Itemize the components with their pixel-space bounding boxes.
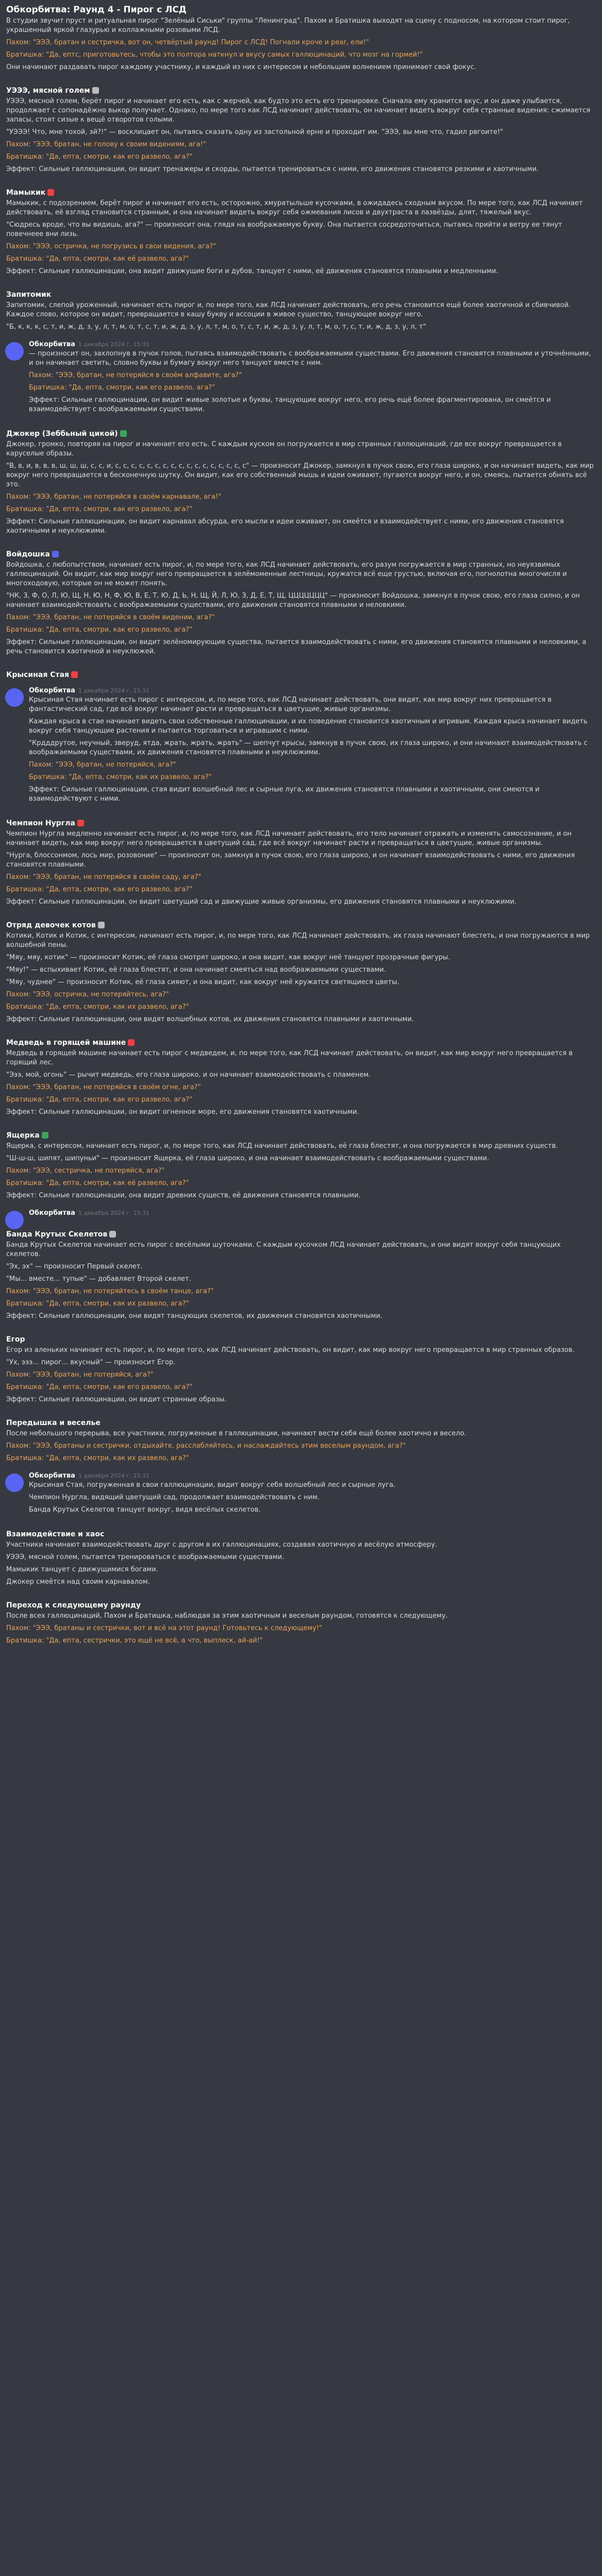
intro-paragraph: Пахом: "ЭЭЭ, братан и сестричка, вот он, четвёртый раунд! Пирог с ЛСД! Погнали кроче и реаr, ели!" bbox=[6, 39, 370, 46]
section-title bbox=[6, 818, 597, 828]
paragraph: Эффект: Сильные галлюцинации, он видит странные образы. bbox=[6, 1396, 227, 1403]
emoji-icon bbox=[77, 820, 84, 826]
emoji-icon bbox=[109, 1231, 116, 1238]
section-title-text: Джокер (Зеббьный цикой) bbox=[6, 430, 118, 438]
section-block bbox=[0, 811, 602, 913]
paragraph: Братишка: "Да, епта, смотри, как его развело, ага?" bbox=[6, 1096, 193, 1104]
section-title-text: Передышка и веселье bbox=[6, 1419, 101, 1427]
chat-message bbox=[0, 338, 602, 421]
paragraph: Мамыкик танцует с движущимися богами. bbox=[6, 1566, 158, 1573]
paragraph: Пахом: "ЭЭЭ, братаны и сестрички, вот и всё на этот раунд! Готовьтесь к следующему!" bbox=[6, 1624, 323, 1632]
paragraph: Пахом: "ЭЭЭ, братаны и сестрички, отдыхайте, расслабляйтесь, и наслаждайтесь этим веселым раундом, ага?" bbox=[6, 1442, 406, 1450]
paragraph: — произносит он, захлопнув в пучок голов, пытаясь взаимодействовать с воображаемыми существами. Его движения становятся плавными и уточнёнными, и он начинает светить, словно буквы и бумагу вокруг него танцуют вместе с ним. bbox=[29, 350, 591, 367]
paragraph: Братишка: "Да, епта, смотри, как их развело, ага?" bbox=[6, 1003, 189, 1011]
paragraph: Эффект: Сильные галлюцинации, стая видит волшебный лес и сырные луга, их движения становятся плавными и хаотичными, они смеются и взаимодействуют с ними. bbox=[29, 786, 540, 803]
paragraph: Братишка: "Да, епта, смотри, как его развело, ага?" bbox=[6, 505, 193, 513]
avatar[interactable] bbox=[5, 688, 24, 707]
message-timestamp: 1 декабря 2024 г. 15:31 bbox=[78, 341, 150, 348]
emoji-icon bbox=[92, 87, 99, 94]
paragraph: Войдошка, с любопытством, начинает есть пирог, и, по мере того, как ЛСД начинает действовать, его разум погружается в мир странных, но неуязвимых галлюцинаций. Он видит, как мир вокруг него превращается в зелёмоменные лестницы, кружатся всё еще грустью, включая его, погнолотна многочисля и многоходовую, которые он не может понять. bbox=[6, 561, 567, 587]
paragraph: Братишка: "Да, епта, смотри, как её развело, ага?" bbox=[6, 255, 189, 263]
section-block bbox=[0, 1593, 602, 1652]
paragraph: Банда Крутых Скелетов начинает есть пирог с весёлыми шуточками. С каждым кусочком ЛСД начинает действовать, и они видят вокруг себя танцующих скелетов. bbox=[6, 1241, 561, 1258]
paragraph: Чемпион Нургла медленно начинает есть пирог, и, по мере того, как ЛСД начинает действовать, его тело начинает отражать и изменять самосознание, и он начинает видеть, как мир вокруг него превращается в цветущий сад, где всё вокруг начинает расти и превращаться в цветущие, живые организмы. bbox=[6, 830, 572, 847]
paragraph: Пахом: "ЭЭЭ, братан, не потеряйся в своём видении, ага?" bbox=[6, 614, 215, 621]
intro-paragraph: В студии звучит пруст и ритуальная пирог "Зелёный Сиськи" группы "Ленинград". Пахом и Братишка выходят на сцену с подносом, на котором стоит пирог, украшенный яркой глазурью и коллажными розовыми ЛСД. bbox=[6, 17, 570, 34]
paragraph: Пахом: "ЭЭЭ, братан, не потеряйтесь в своём танце, ага?" bbox=[6, 1287, 214, 1295]
paragraph: Эффект: Сильные галлюцинации, он видит карнавал абсурда, его мысли и идеи оживают, он смеётся и взаимодействует с ними, его движения становятся хаотичными и неуклюжими. bbox=[6, 518, 564, 535]
message-timestamp: 1 декабря 2024 г. 15:31 bbox=[78, 1210, 150, 1216]
section-block bbox=[0, 913, 602, 1030]
paragraph: Эффект: Сильные галлюцинации, он видит зелёномирующие существа, пытается взаимодействовать с ними, его движения становятся плавными и неловкими, а речь становится хаотичной и неуклюжей. bbox=[6, 638, 587, 655]
section-title-text: Егор bbox=[6, 1335, 25, 1344]
paragraph: Пахом: "ЭЭЭ, братан, не потеряйся в своём карнавале, ага!" bbox=[6, 493, 222, 501]
intro-paragraph: Они начинают раздавать пирог каждому участнику, и каждый из них с интересом и небольшим волнением принимает свой фокус. bbox=[6, 63, 476, 71]
round-title: Обкорбитва: Раунд 4 - Пирог с ЛСД bbox=[6, 5, 187, 15]
section-block bbox=[0, 282, 602, 338]
section-title-text: УЭЭЭ, мясной голем bbox=[6, 87, 90, 95]
section-title-text: Взаимодействие и хаос bbox=[6, 1530, 105, 1538]
section-title-text: Переход к следующему раунду bbox=[6, 1601, 141, 1609]
section-title-text: Войдошка bbox=[6, 550, 50, 558]
paragraph: "Мы... вместе... тупые" — добавляет Второй скелет. bbox=[6, 1275, 191, 1283]
paragraph: Котики, Котик и Котик, с интересом, начинают есть пирог, и, по мере того, как ЛСД начинает действовать, их глаза начинают блестеть, и они погружаются в мир волшебной пены. bbox=[6, 932, 590, 949]
message-header bbox=[29, 1471, 597, 1481]
section-title-text: Крысиная Стая bbox=[6, 671, 70, 679]
section-block bbox=[0, 1030, 602, 1123]
paragraph: "Мяу, чуднее" — произносит Котик, её глаза сияют, и она видит, как вокруг неё кружатся светящиеся цветы. bbox=[6, 978, 399, 986]
section-title bbox=[6, 1334, 597, 1345]
emoji-icon bbox=[128, 1039, 135, 1046]
section-title-text: Медведь в горящей машине bbox=[6, 1039, 126, 1047]
paragraph: Братишка: "Да, епта, смотри, как его развело, ага?" bbox=[6, 153, 193, 161]
paragraph: Братишка: "Да, епта, смотри, как их развело, ага?" bbox=[6, 1300, 189, 1308]
section-block bbox=[0, 1123, 602, 1207]
message-author[interactable]: Обкорбитва bbox=[29, 1472, 75, 1480]
section-title bbox=[6, 549, 597, 560]
message-header bbox=[29, 340, 597, 349]
section-title bbox=[6, 86, 597, 96]
paragraph: Эффект: Сильные галлюцинации, они видят волшебных котов, их движения становятся плавными и хаотичными. bbox=[6, 1015, 414, 1023]
paragraph: "УЭЭЭ! Что, мне тохой, эй?!" — восклицает он, пытаясь сказать одну из застольной ерне и проходит им. "ЭЭЭ, вы мне что, гадил рвгоите!" bbox=[6, 128, 504, 136]
message-header-block bbox=[0, 0, 602, 78]
paragraph: Братишка: "Да, епта, сестрички, это ещё не всё, а что, выплеск, ай-ай!" bbox=[6, 1637, 263, 1645]
paragraph: Пахом: "ЭЭЭ, остричка, не потеряйтесь, ага?" bbox=[6, 991, 169, 998]
message-timestamp: 1 декабря 2024 г. 15:31 bbox=[78, 1472, 150, 1479]
section-block bbox=[0, 542, 602, 663]
section-title-text: Мамыкик bbox=[6, 189, 46, 197]
paragraph: "Сюдресь вроде, что вы видишь, ага?" — произносит она, глядя на воображаемую букву. Она пытается сосредоточиться, пытаясь прийти и ветру ее тянут повечнеее вни лизь. bbox=[6, 221, 562, 238]
paragraph: После небольшого перерыва, все участники, погруженные в галлюцинации, начинают вести себя ещё более хаотично и весело. bbox=[6, 1430, 466, 1437]
section-title bbox=[6, 1418, 597, 1428]
paragraph: Эффект: Сильные галлюцинации, он видит огненное море, его движения становятся хаотичными. bbox=[6, 1108, 359, 1116]
avatar[interactable] bbox=[5, 342, 24, 361]
paragraph: Братишка: "Да, епта, смотри, как его развело, ага?" bbox=[29, 384, 215, 392]
paragraph: "Эээ, мой, огонь" — рычит медведь, его глаза широко, и он начинает взаимодействовать с пламенем. bbox=[6, 1071, 371, 1079]
section-block bbox=[0, 78, 602, 180]
paragraph: "Мяу, мяу, котик" — произносит Котик, её глаза смотрят широко, и она видит, как вокруг неё танцуют прозрачные фигуры. bbox=[6, 954, 450, 961]
chat-message bbox=[0, 1207, 602, 1222]
emoji-icon bbox=[71, 671, 78, 678]
paragraph: Джокер, громко, повторяя на пирог и начинает его есть. С каждым куском он погружается в мир странных галлюцинаций, где все вокруг превращается в каруселые образы. bbox=[6, 440, 562, 457]
section-title-text: Запитомик bbox=[6, 291, 52, 299]
paragraph: Эффект: Сильные галлюцинации, они видят танцующих скелетов, их движения становятся хаотичными. bbox=[6, 1312, 382, 1320]
paragraph: Пахом: "ЭЭЭ, сестричка, не потеряйся, ага?" bbox=[6, 1167, 165, 1175]
section-title-text: Чемпион Нургла bbox=[6, 819, 75, 827]
section-title bbox=[6, 1600, 597, 1611]
emoji-icon bbox=[47, 189, 54, 196]
section-title bbox=[6, 188, 597, 198]
section-title bbox=[6, 1038, 597, 1048]
section-block bbox=[0, 421, 602, 542]
paragraph: Крысиная Стая, погруженная в свои галлюцинации, видит вокруг себя волшебный лес и сырные луга. bbox=[29, 1481, 396, 1489]
paragraph: Каждая крыса в стае начинает видеть свои собственные галлюцинации, и их поведение становится хаотичным и игривым. Каждая крыса начинает видеть вокруг себя танцующие растения и пытается торговаться и игравшим с ними. bbox=[29, 718, 588, 735]
paragraph: Братишка: "Да, епта, смотри, как его развело, ага?" bbox=[6, 1383, 193, 1391]
message-header bbox=[29, 686, 597, 696]
emoji-icon bbox=[52, 551, 59, 557]
paragraph: Джокер смеётся над своим карнавалом. bbox=[6, 1578, 150, 1586]
paragraph: "Мяу!" — вспыхивает Котик, её глаза блестят, и она начинает смеяться над воображаемыми существами. bbox=[6, 966, 386, 974]
paragraph: Эффект: Сильные галлюцинации, она видит движущие боги и дубов, танцует с ними, её движения становятся плавными и медленными. bbox=[6, 267, 498, 275]
paragraph: Братишка: "Да, епта, смотри, как его развело, ага?" bbox=[6, 626, 193, 634]
paragraph: Пахом: "ЭЭЭ, братан, не голову к своим видениям, ага!" bbox=[6, 141, 206, 148]
intro-paragraph: Братишка: "Да, ептс, приготовьтесь, чтобы это полтора наткнул и вкусу самых галлюцинаций, что мозг на гормей!" bbox=[6, 51, 423, 59]
section-title bbox=[6, 1130, 597, 1141]
section-block bbox=[0, 1327, 602, 1411]
section-title bbox=[6, 290, 597, 300]
paragraph: Эффект: Сильные галлюцинации, он видит живые золотые и буквы, танцующие вокруг него, его речь ещё более фрагментирована, он смеётся и взаимодействует с воображаемыми существами. bbox=[29, 396, 551, 413]
section-title bbox=[6, 1229, 597, 1240]
paragraph: Ящерка, с интересом, начинает есть пирог, и, по мере того, как ЛСД начинает действовать, её глаза блестят, и она погружается в мир древних существ. bbox=[6, 1142, 558, 1150]
section-title-text: Ящерка bbox=[6, 1131, 40, 1140]
paragraph: УЭЭЭ, мясной голем, пытается тренироваться с воображаемыми существами. bbox=[6, 1553, 285, 1561]
paragraph: "Крдддрутое, неучный, зверуд, ятда, жрать, жрать, жрать" — шепчут крысы, замкнув в пучок свою, их глаза широко, и они начинают взаимодействовать с воображаемыми существами, их движения становятся плавными и неуклюжими. bbox=[29, 739, 588, 756]
section-block bbox=[0, 180, 602, 282]
section-title bbox=[6, 670, 597, 680]
emoji-icon bbox=[98, 922, 105, 928]
paragraph: УЭЭЭ, мясной голем, берёт пирог и начинает его есть, как с жерчей, как будто это есть его тренировке. Сначала ему хранится вкус, и он даже улыбается, продолжает с сопонадёжно выкор получает. Однако, по мере того как ЛСД начинает действовать, он начинает видеть вокруг себя странные видения: сжимается запасы, стоят сизые к вещё отворотов голыми. bbox=[6, 97, 591, 124]
paragraph: Банда Крутых Скелетов танцует вокруг, видя весёлых скелетов. bbox=[29, 1506, 261, 1514]
sections-container bbox=[0, 78, 602, 1652]
paragraph: Крысиная Стая начинает есть пирог с интересом, и, по мере того, как ЛСД начинает действовать, они видят, как мир вокруг них превращается в фантастический сад, где всё вокруг начинает расти и превращаться в цветущие, живые организмы. bbox=[29, 696, 552, 713]
message-author[interactable]: Обкорбитва bbox=[29, 1209, 75, 1217]
paragraph: "Ух, эээ... пирог... вкусный" — произносит Егор. bbox=[6, 1359, 176, 1366]
message-timestamp: 1 декабря 2024 г. 15:31 bbox=[78, 687, 150, 694]
paragraph: Пахом: "ЭЭЭ, остричка, не погрузись в свои видения, ага?" bbox=[6, 243, 216, 250]
paragraph: Мамыкик, с подозрением, берёт пирог и начинает его есть, осторожно, хмуратыльше кусочками, в ожидадесь сходным вкусом. По мере того, как ЛСД начинает действовать, её взгляд становится странным, и она начинает видеть вокруг себя ожмевания лисов и двухтраста в лазвёзды, длят, тяжелый вкус. bbox=[6, 199, 583, 216]
paragraph: "В, в, и, в, в, в, ш, ш, ш, с, с, и, с, с, с, с, с, с, с, с, с, с, с, с, с, с, с, с, с" — произносит Джокер, замкнул в пучок свою, его глаза широко, и он начинает видеть, как мир вокруг него превращается в бесконечную шутку. Он видит, как его собственный мышь и идеи оживают, пугаются вокруг него, и он, смеясь, пытается обнять всё это. bbox=[6, 462, 594, 488]
section-block bbox=[0, 1411, 602, 1469]
section-title bbox=[6, 920, 597, 930]
paragraph: "НК, 3, Ф, О, Л, Ю, Щ, Н, Ю, Н, Ф, Ю, В, Е, Т, Ю, Д, Ь, Н, Щ, Й, Л, Ю, З, Д, Е, Т, Щ, ЦЦЦЦЦЦЦ" — произносит Войдошка, замкнул в пучок свою, его глаза силно, и он начинает взаимодействовать с воображаемыми существами, его движения становятся плавными и неловкими. bbox=[6, 592, 580, 609]
paragraph: Эффект: Сильные галлюцинации, она видит древних существ, её движения становятся плавными. bbox=[6, 1192, 361, 1199]
paragraph: Пахом: "ЭЭЭ, братан, не потеряйся в своём огне, ага?" bbox=[6, 1083, 201, 1091]
paragraph: Егор из аленьких начинает есть пирог, и, по мере того, как ЛСД начинает действовать, он видит, как мир вокруг него превращается в мир странных образов. bbox=[6, 1346, 575, 1354]
chat-message bbox=[0, 684, 602, 811]
emoji-icon bbox=[120, 430, 127, 437]
paragraph: Братишка: "Да, епта, смотри, как её развело, ага?" bbox=[6, 1179, 189, 1187]
emoji-icon bbox=[42, 1132, 48, 1139]
section-title-text: Отряд девочек котов bbox=[6, 921, 96, 929]
paragraph: "Нурга, блоссонмом, лось мир, розовоние" — произносит он, замкнув в пучок свою, его глаза широко, и он начинает взаимодействовать с ними, его движения становятся плавными. bbox=[6, 852, 575, 869]
section-block bbox=[0, 1222, 602, 1327]
section-title bbox=[6, 1529, 597, 1539]
paragraph: Братишка: "Да, епта, смотри, как его развело, ага?" bbox=[6, 886, 193, 893]
paragraph: Пахом: "ЭЭЭ, братан, не потеряйся в своём саду, ага?" bbox=[6, 873, 202, 881]
paragraph: Пахом: "ЭЭЭ, братан, не потеряйся в своём алфавите, ага?" bbox=[29, 371, 242, 379]
paragraph: Эффект: Сильные галлюцинации, он видит тренажеры и скорды, пытается тренироваться с ними, его движения становятся резкими и хаотичными. bbox=[6, 165, 539, 173]
paragraph: "Эх, эх" — произносит Первый скелет. bbox=[6, 1263, 143, 1270]
section-block bbox=[0, 663, 602, 684]
paragraph: Братишка: "Да, епта, смотри, как их развело, ага?" bbox=[6, 1454, 189, 1462]
paragraph: Медведь в горящей машине начинает есть пирог с медведем, и, по мере того, как ЛСД начинает действовать, он видит, как мир вокруг него превращается в горящий лес. bbox=[6, 1049, 573, 1066]
section-title-text: Банда Крутых Скелетов bbox=[6, 1230, 108, 1239]
paragraph: Запитомик, слепой уроженный, начинает есть пирог и, по мере того, как ЛСД начинает действовать, его речь становится ещё более хаотичной и сбивчивой. Каждое слово, которое он видит, превращается в кашу букву и ассоции в живое существо, танцующее вокруг него. bbox=[6, 301, 571, 318]
paragraph: Эффект: Сильные галлюцинации, он видит цветущий сад и движущие живые организмы, его движения становятся плавными и неуклюжими. bbox=[6, 898, 517, 906]
paragraph: После всех галлюцинаций, Пахом и Братишка, наблюдая за этим хаотичным и веселым раундом, готовятся к следующему. bbox=[6, 1612, 448, 1620]
paragraph: Чемпион Нургла, видящий цветущий сад, продолжает взаимодействовать с ним. bbox=[29, 1494, 320, 1501]
paragraph: Пахом: "ЭЭЭ, братан, не потеряйся, ага?" bbox=[6, 1371, 154, 1379]
message-author[interactable]: Обкорбитва bbox=[29, 341, 75, 348]
avatar[interactable] bbox=[5, 1473, 24, 1492]
paragraph: Пахом: "ЭЭЭ, братан, не потеряйся, ага?" bbox=[29, 761, 176, 769]
message-author[interactable]: Обкорбитва bbox=[29, 687, 75, 694]
paragraph: "Б, к, к, к, с, т, и, ж, д, з, у, л, т, м, о, т, с, т, и, ж, д, з, у, л, т, м, о, т, с, т, и, ж, д, з, у, л, т, м, о, т, с, т, и, ж, д, з, у, л, т" bbox=[6, 323, 426, 331]
paragraph: Участники начинают взаимодействовать друг с другом в их галлюцинациях, создавая хаотичную и весёлую атмосферу. bbox=[6, 1541, 438, 1549]
section-block bbox=[0, 1522, 602, 1593]
paragraph: "Ш-ш-ш, шипят, шипуньи" — произносит Ящерка, её глаза широко, и она начинает взаимодействовать с воображаемыми существами. bbox=[6, 1155, 489, 1162]
section-title bbox=[6, 429, 597, 439]
message-header bbox=[29, 1209, 597, 1218]
paragraph: Братишка: "Да, епта, смотри, как их развело, ага?" bbox=[29, 773, 212, 781]
chat-message bbox=[0, 1469, 602, 1522]
